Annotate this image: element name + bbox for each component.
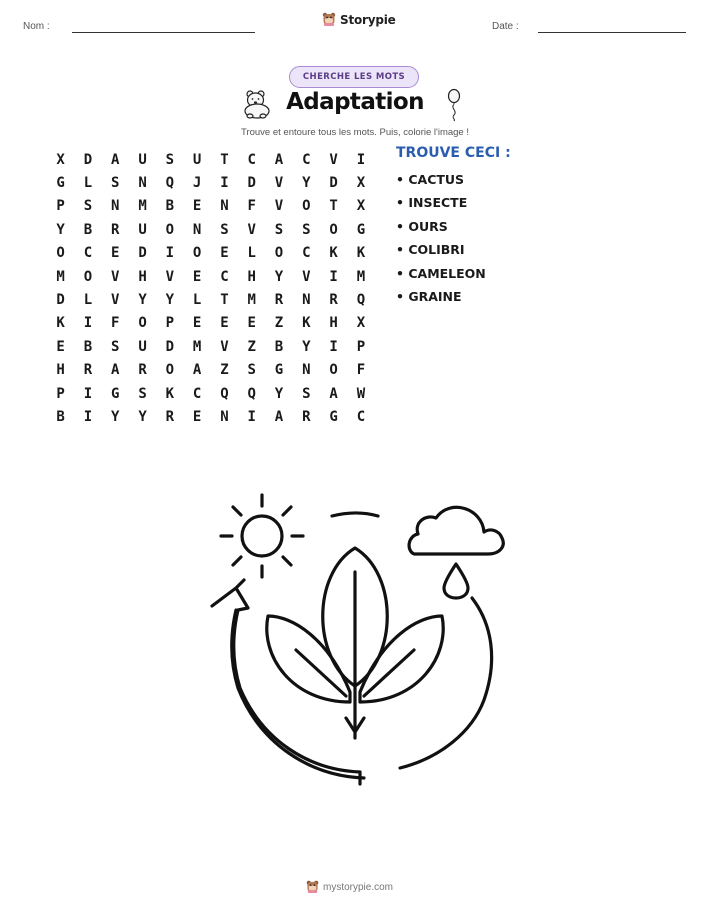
grid-cell[interactable]: M (247, 292, 256, 309)
grid-cell[interactable]: N (302, 362, 311, 379)
grid-cell[interactable]: S (111, 338, 120, 355)
plant-adaptation-cycle-icon[interactable] (200, 488, 510, 793)
grid-cell[interactable]: Z (247, 338, 256, 355)
grid-cell[interactable]: F (247, 198, 256, 215)
grid-cell[interactable]: T (329, 198, 338, 215)
grid-cell[interactable]: Y (56, 221, 65, 238)
grid-cell[interactable]: B (83, 338, 93, 355)
grid-cell[interactable]: A (274, 151, 284, 168)
footer (306, 880, 393, 894)
grid-cell[interactable]: I (329, 338, 338, 355)
grid-cell[interactable]: Y (138, 408, 147, 425)
grid-cell[interactable]: G (56, 175, 65, 192)
grid-cell[interactable]: D (138, 245, 147, 262)
brand-logo (322, 12, 396, 27)
grid-cell[interactable]: K (356, 245, 366, 262)
grid-cell[interactable]: E (220, 245, 229, 262)
grid-cell[interactable]: E (192, 315, 202, 332)
balloon-icon (444, 88, 464, 122)
grid-cell[interactable]: B (56, 408, 65, 425)
grid-cell[interactable]: D (247, 175, 256, 192)
grid-cell[interactable]: S (111, 175, 120, 192)
cloud-rain-icon (409, 507, 503, 598)
grid-cell[interactable]: Y (274, 385, 284, 402)
grid-cell[interactable]: N (138, 175, 147, 192)
grid-cell[interactable]: R (165, 408, 175, 425)
name-line[interactable] (72, 32, 255, 33)
grid-cell[interactable]: U (138, 221, 147, 238)
grid-cell[interactable]: A (274, 408, 284, 425)
grid-cell[interactable]: C (83, 245, 93, 262)
grid-cell[interactable]: Y (111, 408, 120, 425)
grid-cell[interactable]: U (192, 151, 202, 168)
grid-cell[interactable]: N (192, 221, 202, 238)
grid-cell[interactable]: C (302, 151, 311, 168)
grid-cell[interactable]: P (356, 338, 366, 355)
grid-cell[interactable]: V (111, 292, 120, 309)
date-label: Date : (492, 21, 519, 32)
grid-cell[interactable]: E (220, 315, 229, 332)
grid-cell[interactable]: E (192, 268, 202, 285)
instructions: Trouve et entoure tous les mots. Puis, colorie l'image ! (241, 127, 469, 138)
grid-cell[interactable]: Y (302, 175, 311, 192)
grid-cell[interactable]: Y (274, 268, 284, 285)
grid-cell[interactable]: Z (220, 362, 229, 379)
grid-cell[interactable]: O (302, 198, 311, 215)
grid-cell[interactable]: U (138, 338, 147, 355)
grid-cell[interactable]: V (247, 221, 256, 238)
grid-cell[interactable]: G (274, 362, 284, 379)
word-item: • OURS (396, 218, 448, 234)
polar-bear-icon (241, 89, 273, 119)
grid-cell[interactable]: S (274, 221, 284, 238)
grid-cell[interactable]: S (302, 385, 311, 402)
grid-cell[interactable]: V (274, 198, 284, 215)
grid-cell[interactable]: G (111, 385, 120, 402)
grid-cell[interactable]: P (56, 385, 65, 402)
grid-cell[interactable]: G (329, 408, 338, 425)
grid-cell[interactable]: Q (220, 385, 229, 402)
grid-cell[interactable]: M (356, 268, 366, 285)
word-item: • GRAINE (396, 288, 462, 304)
grid-cell[interactable]: I (247, 408, 256, 425)
grid-cell[interactable]: R (302, 408, 311, 425)
grid-cell[interactable]: C (220, 268, 229, 285)
word-item: • CAMELEON (396, 265, 486, 281)
grid-cell[interactable]: S (165, 151, 175, 168)
grid-cell[interactable]: T (220, 151, 229, 168)
grid-cell[interactable]: D (56, 292, 65, 309)
grid-cell[interactable]: X (356, 315, 366, 332)
grid-cell[interactable]: N (111, 198, 120, 215)
grid-cell[interactable]: D (329, 175, 338, 192)
grid-cell[interactable]: H (56, 362, 65, 379)
grid-cell[interactable]: V (329, 151, 338, 168)
grid-cell[interactable]: C (302, 245, 311, 262)
grid-cell[interactable]: A (111, 362, 120, 379)
grid-cell[interactable]: H (138, 268, 147, 285)
grid-cell[interactable]: S (83, 198, 93, 215)
grid-cell[interactable]: I (220, 175, 229, 192)
grid-cell[interactable]: L (83, 292, 93, 309)
grid-cell[interactable]: I (356, 151, 366, 168)
grid-cell[interactable]: F (111, 315, 120, 332)
grid-cell[interactable]: N (220, 408, 229, 425)
grid-cell[interactable]: E (247, 315, 256, 332)
grid-cell[interactable]: O (192, 245, 202, 262)
grid-cell[interactable]: S (247, 362, 256, 379)
word-item: • CACTUS (396, 172, 465, 187)
grid-cell[interactable]: D (165, 338, 175, 355)
grid-cell[interactable]: L (247, 245, 256, 262)
grid-cell[interactable]: T (220, 292, 229, 309)
grid-cell[interactable]: Z (274, 315, 284, 332)
grid-cell[interactable]: B (165, 198, 175, 215)
word-search-grid[interactable] (47, 148, 377, 429)
grid-cell[interactable]: C (192, 385, 202, 402)
grid-cell[interactable]: H (247, 268, 256, 285)
grid-cell[interactable]: O (329, 221, 338, 238)
grid-cell[interactable]: M (138, 198, 147, 215)
grid-cell[interactable]: O (165, 362, 175, 379)
grid-cell[interactable]: R (274, 292, 284, 309)
grid-cell[interactable]: Y (165, 292, 175, 309)
plant-leaves-icon (267, 548, 443, 738)
grid-cell[interactable]: N (220, 198, 229, 215)
grid-cell[interactable]: S (138, 385, 147, 402)
grid-cell[interactable]: N (302, 292, 311, 309)
grid-cell[interactable]: I (329, 268, 338, 285)
grid-cell[interactable]: X (356, 198, 366, 215)
footer-url[interactable]: mystorypie.com (323, 881, 394, 893)
grid-cell[interactable]: V (274, 175, 284, 192)
grid-cell[interactable]: E (111, 245, 120, 262)
grid-cell[interactable]: I (83, 315, 93, 332)
grid-cell[interactable]: L (192, 292, 202, 309)
grid-cell[interactable]: K (56, 315, 65, 332)
storypie-bear-icon (322, 12, 336, 27)
grid-cell[interactable]: C (247, 151, 256, 168)
grid-cell[interactable]: R (83, 362, 93, 379)
grid-cell[interactable]: P (56, 198, 65, 215)
grid-cell[interactable]: V (302, 268, 311, 285)
grid-cell[interactable]: M (192, 338, 202, 355)
grid-cell[interactable]: R (329, 292, 338, 309)
grid-cell[interactable]: H (329, 315, 338, 332)
word-list-title: TROUVE CECI : (396, 145, 511, 161)
grid-cell[interactable]: E (192, 408, 202, 425)
word-item: • COLIBRI (396, 242, 465, 258)
grid-cell[interactable]: A (111, 151, 120, 168)
grid-cell[interactable]: I (83, 385, 93, 402)
activity-badge: CHERCHE LES MOTS (289, 66, 419, 88)
grid-cell[interactable]: O (56, 245, 65, 262)
grid-cell[interactable]: B (83, 221, 93, 238)
grid-cell[interactable]: B (274, 338, 284, 355)
grid-cell[interactable]: C (356, 408, 366, 425)
grid-cell[interactable]: P (165, 315, 175, 332)
grid-cell[interactable]: R (111, 221, 120, 238)
grid-cell[interactable]: O (83, 268, 93, 285)
grid-cell[interactable]: G (356, 221, 366, 238)
storypie-bear-icon (306, 880, 319, 894)
grid-cell[interactable]: K (165, 385, 175, 402)
grid-cell[interactable]: E (192, 198, 202, 215)
grid-cell[interactable]: F (356, 362, 366, 379)
date-line[interactable] (538, 32, 686, 33)
grid-cell[interactable]: M (56, 268, 65, 285)
grid-cell[interactable]: A (329, 385, 338, 402)
grid-cell[interactable]: W (356, 385, 366, 402)
grid-cell[interactable]: X (356, 175, 366, 192)
grid-cell[interactable]: Q (165, 175, 175, 192)
grid-cell[interactable]: S (302, 221, 311, 238)
grid-cell[interactable]: R (138, 362, 147, 379)
grid-cell[interactable]: X (56, 151, 65, 168)
grid-cell[interactable]: U (138, 151, 147, 168)
grid-cell[interactable]: O (165, 221, 175, 238)
grid-cell[interactable]: Y (138, 292, 147, 309)
grid-cell[interactable]: L (83, 175, 93, 192)
grid-cell[interactable]: I (83, 408, 93, 425)
grid-cell[interactable]: I (165, 245, 175, 262)
grid-cell[interactable]: K (329, 245, 338, 262)
word-item: • INSECTE (396, 195, 468, 211)
grid-cell[interactable]: Q (247, 385, 256, 402)
word-list (396, 171, 486, 311)
grid-cell[interactable]: O (274, 245, 284, 262)
grid-cell[interactable]: K (302, 315, 311, 332)
page-title: Adaptation (286, 89, 424, 115)
grid-cell[interactable]: V (220, 338, 229, 355)
sun-icon (221, 495, 303, 577)
grid-cell[interactable]: Q (356, 292, 366, 309)
grid-cell[interactable]: S (220, 221, 229, 238)
name-label: Nom : (23, 21, 50, 32)
grid-cell[interactable]: V (111, 268, 120, 285)
grid-cell[interactable]: O (138, 315, 147, 332)
grid-cell[interactable]: Y (302, 338, 311, 355)
grid-cell[interactable]: E (56, 338, 65, 355)
grid-cell[interactable]: A (192, 362, 202, 379)
grid-cell[interactable]: J (192, 175, 202, 192)
grid-cell[interactable]: V (165, 268, 175, 285)
grid-cell[interactable]: D (83, 151, 93, 168)
grid-cell[interactable]: O (329, 362, 338, 379)
brand-name: Storypie (340, 12, 396, 27)
